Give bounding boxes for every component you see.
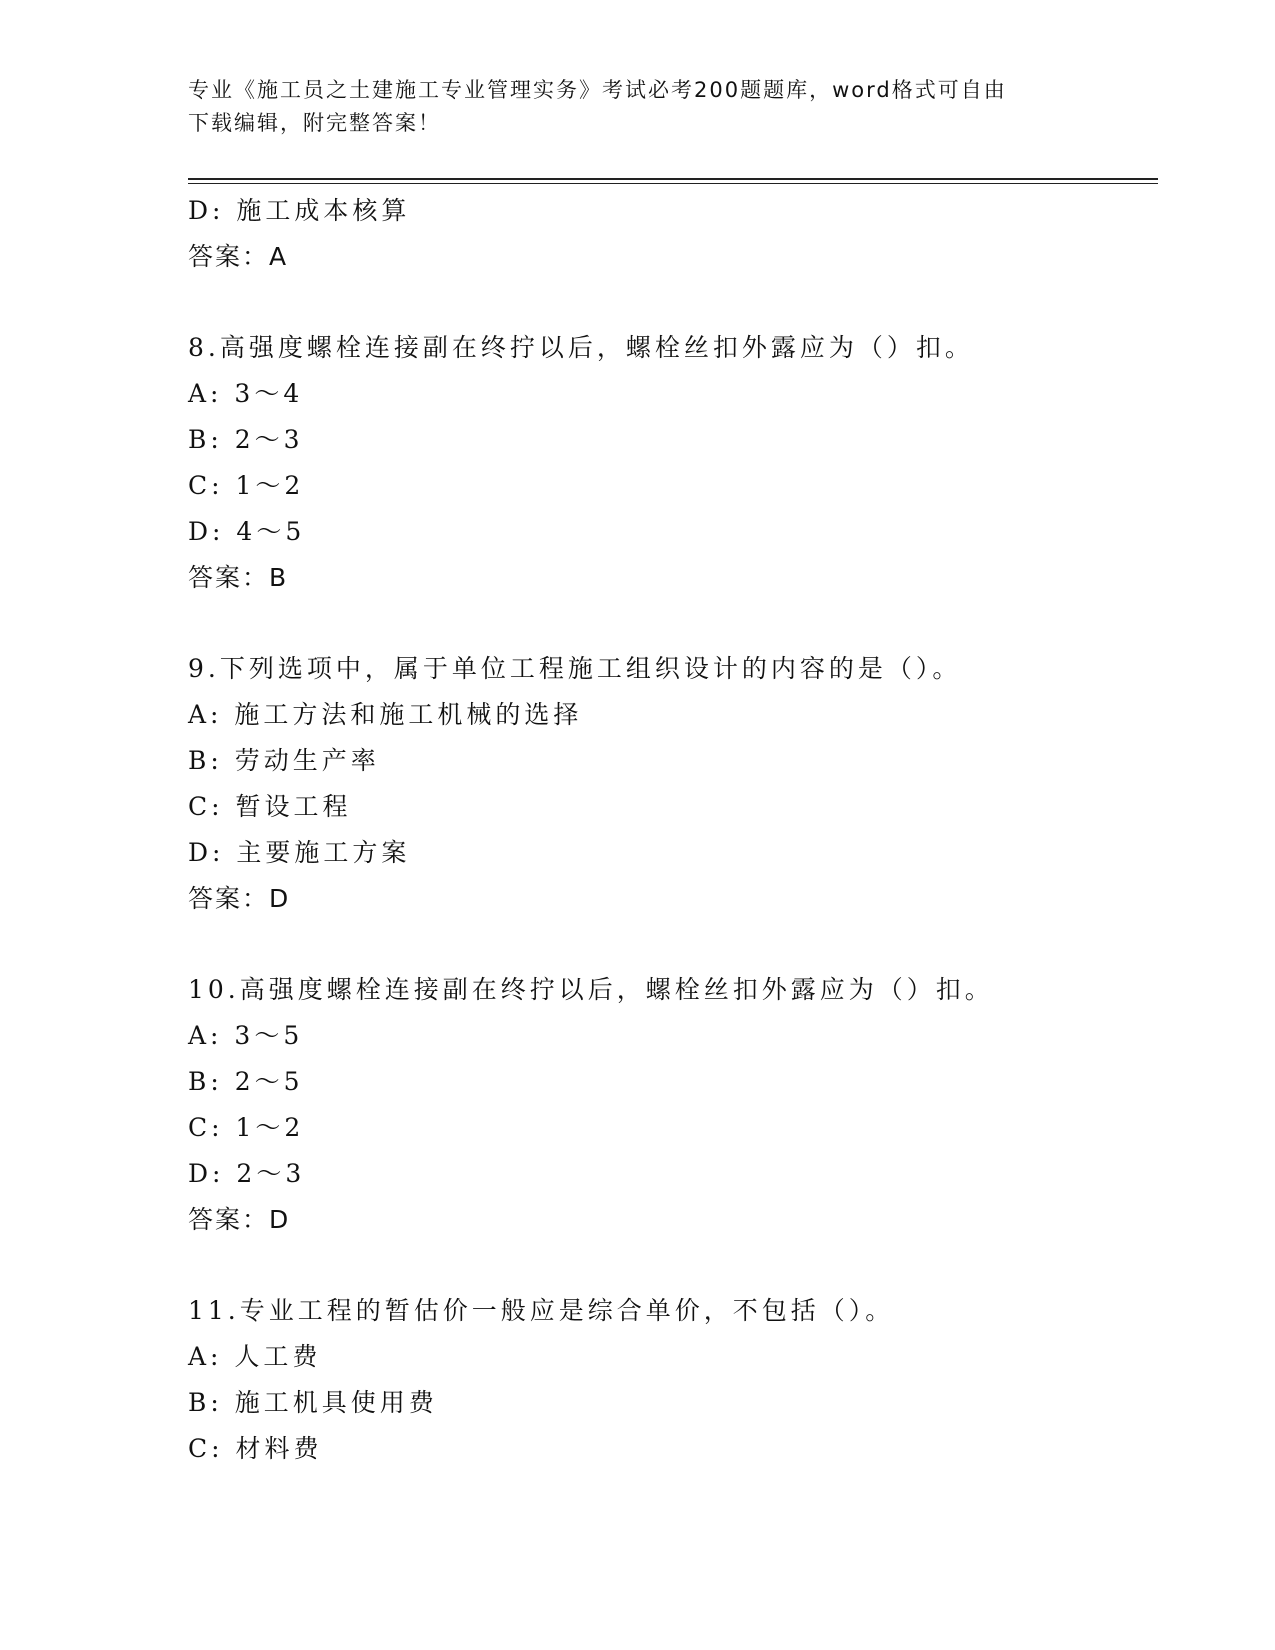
question-text: 8.高强度螺栓连接副在终拧以后，螺栓丝扣外露应为（）扣。	[188, 333, 974, 362]
document-header	[188, 74, 1068, 140]
option-d: D: 2～3	[188, 1159, 306, 1188]
option-a: A: 3～5	[188, 1021, 304, 1050]
question-block-9	[188, 646, 1158, 922]
answer-line: 答案：D	[188, 1205, 291, 1234]
answer-line: 答案：A	[188, 242, 289, 271]
question-block-8	[188, 325, 1158, 601]
question-list	[188, 188, 1158, 1472]
header-line-1: 专业《施工员之土建施工专业管理实务》考试必考200题题库，word格式可自由	[188, 78, 1007, 102]
header-divider-thin	[188, 183, 1158, 184]
option-a: A: 施工方法和施工机械的选择	[188, 700, 583, 729]
answer-line: 答案：B	[188, 563, 289, 592]
question-block-7	[188, 188, 1158, 280]
header-divider-thick	[188, 178, 1158, 180]
option-a: A: 人工费	[188, 1342, 322, 1371]
option-b: B: 施工机具使用费	[188, 1388, 438, 1417]
option-b: B: 2～5	[188, 1067, 304, 1096]
question-block-10	[188, 967, 1158, 1243]
option-d: D: 4～5	[188, 517, 306, 546]
option-b: B: 2～3	[188, 425, 304, 454]
question-text: 10.高强度螺栓连接副在终拧以后，螺栓丝扣外露应为（）扣。	[188, 975, 994, 1004]
question-block-11	[188, 1288, 1158, 1472]
option-c: C: 材料费	[188, 1434, 323, 1463]
question-text: 11.专业工程的暂估价一般应是综合单价，不包括（）。	[188, 1296, 895, 1325]
header-line-2: 下载编辑，附完整答案！	[188, 111, 441, 135]
option-c: C: 1～2	[188, 471, 305, 500]
question-text: 9.下列选项中，属于单位工程施工组织设计的内容的是（）。	[188, 654, 962, 683]
option-c: C: 1～2	[188, 1113, 305, 1142]
option-b: B: 劳动生产率	[188, 746, 380, 775]
option-d: D: 主要施工方案	[188, 838, 411, 867]
option-d: D: 施工成本核算	[188, 196, 411, 225]
option-c: C: 暂设工程	[188, 792, 352, 821]
answer-line: 答案：D	[188, 884, 291, 913]
option-a: A: 3～4	[188, 379, 304, 408]
